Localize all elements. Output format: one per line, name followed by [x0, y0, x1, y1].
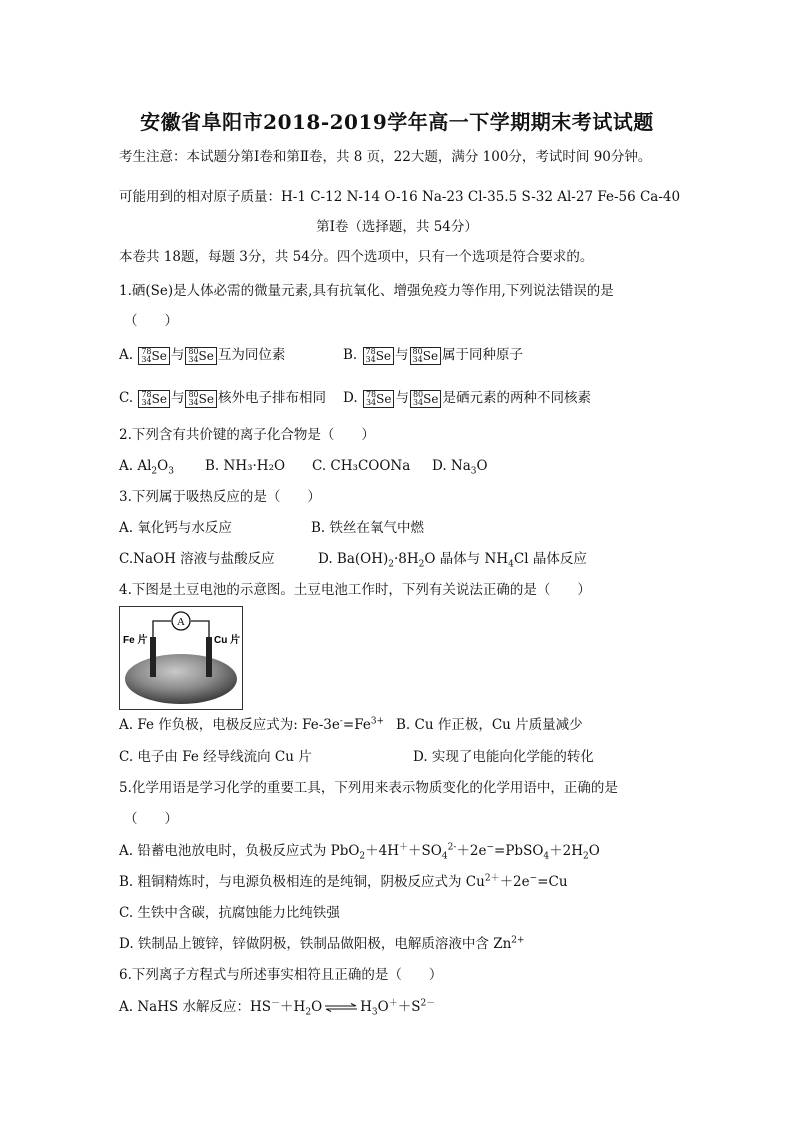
question-5-option-b: B. 粗铜精炼时，与电源负极相连的是纯铜，阴极反应式为 $Cu^{2+}+2e^-=Cu$: [119, 873, 568, 890]
question-1-option-d: D. 78 34Se 与 80 34Se 是硒元素的两种不同核素: [343, 389, 591, 407]
question-4-option-d: D. 实现了电能向化学能的转化: [413, 749, 594, 765]
question-1-option-c: C. 78 34Se 与 80 34Se 核外电子排布相同: [119, 389, 326, 407]
section-description: 本卷共 18题，每题 3分，共 54分。四个选项中，只有一个选项是符合要求的。: [119, 249, 594, 265]
question-2-option-c: C. CH₃COONa: [312, 458, 411, 474]
exam-notice: 考生注意：本试题分第Ⅰ卷和第Ⅱ卷，共 8 页，22大题，满分 100分，考试时间 90分钟。: [119, 149, 652, 165]
question-1-stem: 1.硒(Se)是人体必需的微量元素,具有抗氧化、增强免疫力等作用,下列说法错误的是: [119, 283, 614, 299]
potato-battery-figure: [119, 606, 243, 710]
option-label: A.: [119, 347, 134, 363]
question-5-option-c: C. 生铁中含碳，抗腐蚀能力比纯铁强: [119, 905, 340, 921]
option-text: 是硒元素的两种不同核素: [442, 390, 591, 406]
ammeter-label: A: [177, 616, 185, 628]
question-2-option-d: D. $Na_3O$: [432, 458, 488, 477]
question-2-option-a: A. $Al_2O_3$: [119, 458, 174, 477]
cu-electrode-label: Cu 片: [214, 635, 241, 646]
question-3-option-d: D. $Ba(OH)_2\cdot 8H_2O$ 晶体与 $NH_4Cl$ 晶体反应: [318, 551, 587, 570]
question-3-option-b: B. 铁丝在氧气中燃: [311, 520, 425, 536]
question-6-stem: 6.下列离子方程式与所述事实相符且正确的是（ ）: [119, 967, 443, 983]
isotope-se-80: 80 34Se: [410, 347, 442, 365]
isotope-se-78: 78 34Se: [363, 347, 395, 365]
question-3-option-a: A. 氧化钙与水反应: [119, 520, 232, 536]
page-title: 安徽省阜阳市2018-2019学年高一下学期期末考试试题: [140, 110, 654, 134]
question-1-option-b: B. 78 34Se 与 80 34Se 属于同种原子: [343, 346, 524, 364]
question-4-option-a: A. Fe 作负极，电极反应式为: $Fe-3e^-=Fe^{3+}$: [119, 716, 385, 733]
atomic-masses: 可能用到的相对原子质量：H-1 C-12 N-14 O-16 Na-23 Cl-35.5 S-32 Al-27 Fe-56 Ca-40: [119, 189, 681, 205]
question-2-option-b: B. NH₃·H₂O: [205, 458, 286, 474]
question-4-option-c: C. 电子由 Fe 经导线流向 Cu 片: [119, 749, 312, 765]
reversible-arrow-icon: [324, 1003, 358, 1012]
question-3-stem: 3.下列属于吸热反应的是（ ）: [119, 489, 321, 505]
option-label: D.: [343, 390, 358, 406]
question-4-option-b: B. Cu 作正极，Cu 片质量减少: [396, 717, 583, 733]
option-text: 属于同种原子: [442, 347, 524, 363]
question-4-stem: 4.下图是土豆电池的示意图。土豆电池工作时，下列有关说法正确的是（ ）: [119, 582, 591, 598]
question-1-paren: （ ）: [124, 313, 178, 329]
option-label: C.: [119, 390, 134, 406]
fe-electrode-label: Fe 片: [123, 635, 148, 646]
isotope-se-80: 80 34Se: [185, 347, 217, 365]
isotope-se-78: 78 34Se: [138, 390, 170, 408]
isotope-se-78: 78 34Se: [363, 390, 395, 408]
potato-battery-illustration: [120, 607, 242, 709]
section-title: 第Ⅰ卷（选择题，共 54分）: [316, 219, 478, 235]
question-5-stem: 5.化学用语是学习化学的重要工具，下列用来表示物质变化的化学用语中，正确的是: [119, 780, 618, 796]
option-label: B.: [343, 347, 358, 363]
question-5-option-d: D. 铁制品上镀锌，锌做阴极，铁制品做阳极，电解质溶液中含 $Zn^{2+}$: [119, 935, 525, 952]
isotope-se-80: 80 34Se: [410, 390, 442, 408]
question-2-stem: 2.下列含有共价键的离子化合物是（ ）: [119, 427, 375, 443]
isotope-se-78: 78 34Se: [138, 347, 170, 365]
isotope-se-80: 80 34Se: [185, 390, 217, 408]
question-1-option-a: A. 78 34Se 与 80 34Se 互为同位素: [119, 346, 286, 364]
option-text: 核外电子排布相同: [217, 390, 326, 406]
question-6-option-a: A. NaHS 水解反应：$HS^-+H_2O$ $H_3O^++S^{2-}$: [119, 998, 436, 1018]
option-text: 互为同位素: [217, 347, 286, 363]
question-5-option-a: A. 铅蓄电池放电时，负极反应式为 $PbO_2+4H^++SO_4^{2-}+2e^-=PbSO_4+2H_2O$: [119, 842, 600, 862]
question-5-paren: （ ）: [124, 811, 178, 827]
question-3-option-c: C.NaOH 溶液与盐酸反应: [119, 551, 275, 567]
